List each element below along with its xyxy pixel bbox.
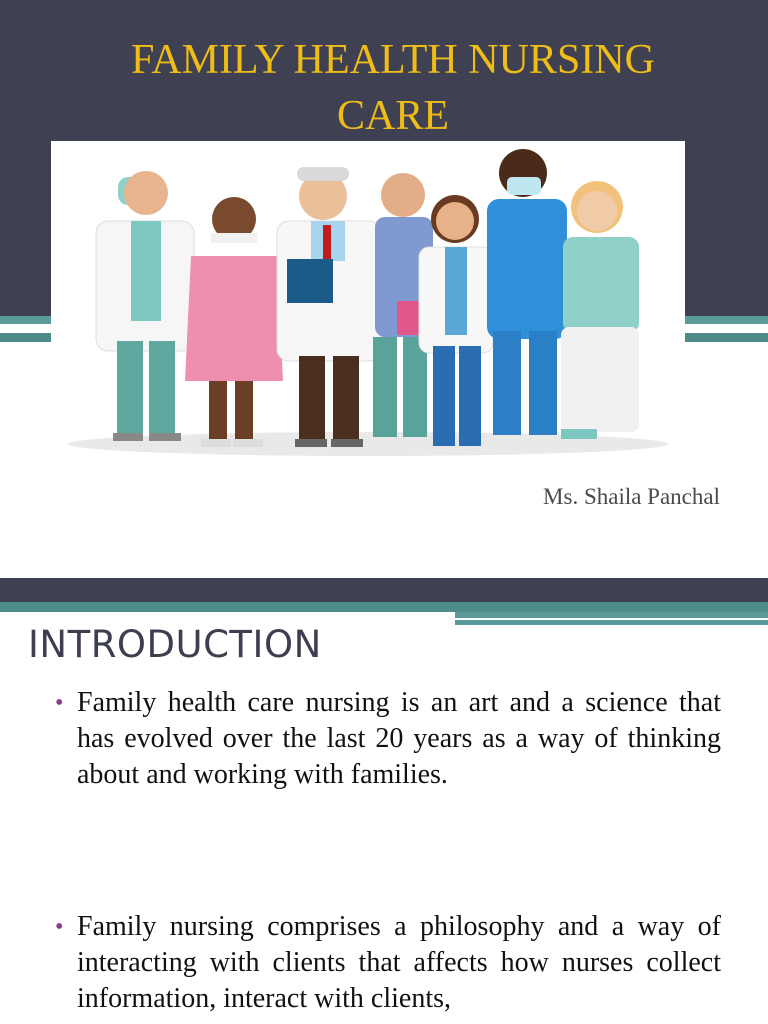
bullet-item [55, 909, 721, 1017]
surgeon-figure [96, 171, 194, 441]
teal-accent-band [0, 602, 768, 612]
female-nurse-figure [561, 181, 639, 439]
bullet-item [55, 685, 721, 793]
bullet-text: Family nursing comprises a philosophy and a way of interacting with clients that affects how nurses collect information, interact with clients, [77, 911, 721, 1014]
bullet-text: Family health care nursing is an art and a science that has evolved over the last 20 years as a way of thinking about and working with families. [77, 687, 721, 790]
slide-title [0, 32, 768, 144]
nursing-team-illustration [51, 141, 685, 463]
author-name: Ms. Shaila Panchal [543, 484, 720, 509]
nurse-blue-figure [487, 149, 567, 435]
title-line-2: CARE [336, 93, 449, 139]
slide-header-band [0, 578, 768, 602]
bullet-icon: • [55, 690, 64, 716]
doctor-figure [277, 167, 381, 447]
title-line-1: FAMILY HEALTH NURSING [131, 37, 655, 83]
accent-line [455, 618, 768, 620]
nurse-pink-figure [185, 197, 283, 447]
healthcare-staff-image [51, 141, 685, 463]
accent-line [686, 326, 768, 329]
introduction-slide [0, 578, 768, 1024]
slide-heading: INTRODUCTION [28, 623, 322, 666]
bullet-icon: • [55, 914, 64, 940]
